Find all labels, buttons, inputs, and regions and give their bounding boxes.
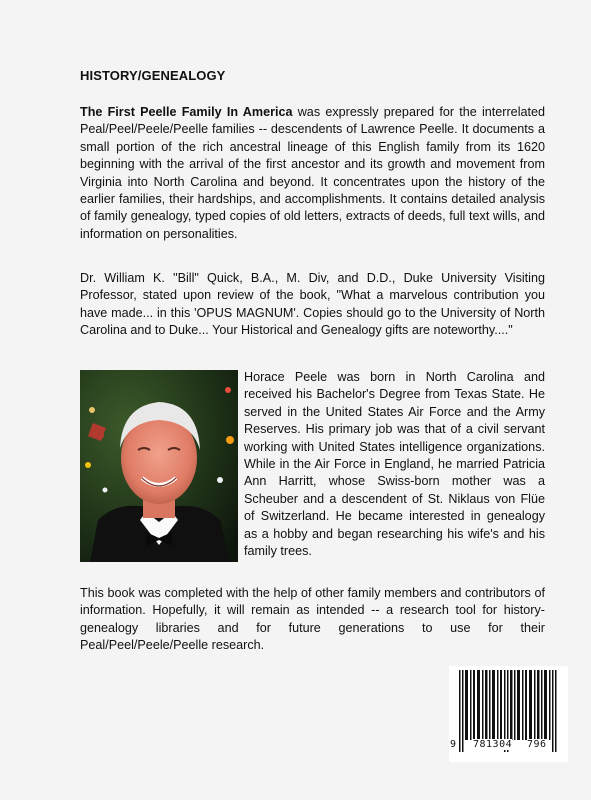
barcode-digits-left: 781304 [473, 739, 513, 750]
author-photo [80, 370, 238, 562]
closing-note: This book was completed with the help of other family members and contributors of information. Hopefully, it will remain as intended -- a research tool for history-genealogy libraries and for future generations to use for their Peal/Peel/Peele/Peelle research. [80, 586, 545, 653]
book-description-text: was expressly prepared for the interrelated Peal/Peel/Peele/Peelle families -- descendents of Lawrence Peelle. It documents a small portion of the rich ancestral lineage of this English family from its 1620 beginning with the arrival of the first ancestor and its growth and movement from Virginia into North Carolina and beyond. It concentrates upon the history of the earlier families, their hardships, and accomplishments. It contains detailed analysis of family genealogy, typed copies of old letters, extracts of deeds, full text wills, and information on personalities. [80, 105, 545, 241]
section-heading: HISTORY/GENEALOGY [80, 68, 226, 83]
author-bio: Horace Peele was born in North Carolina and received his Bachelor's Degree from Texas State. He served in the United States Air Force and the Army Reserves. His primary job was that of a civil servant working with United States intelligence organizations. While in the Air Force in England, he married Patricia Ann Harritt, whose Swiss-born mother was a Scheuber and a descendent of St. Niklaus von Flüe of Switzerland. He became interested in genealogy as a hobby and began researching his wife's and his family trees. [244, 370, 545, 559]
barcode-digit-first: 9 [450, 739, 457, 750]
book-title: The First Peelle Family In America [80, 105, 293, 119]
book-description [80, 104, 545, 243]
review-quote: Dr. William K. "Bill" Quick, B.A., M. Div, and D.D., Duke University Visiting Professor, stated upon review of the book, "What a marvelous contribution you have made... in this 'OPUS MAGNUM'. Copies should go to the University of North Carolina and to Duke... Your Historical and Genealogy gifts are noteworthy...." [80, 271, 545, 338]
barcode-digits-right: 796 [527, 739, 547, 750]
isbn-barcode [449, 666, 568, 762]
